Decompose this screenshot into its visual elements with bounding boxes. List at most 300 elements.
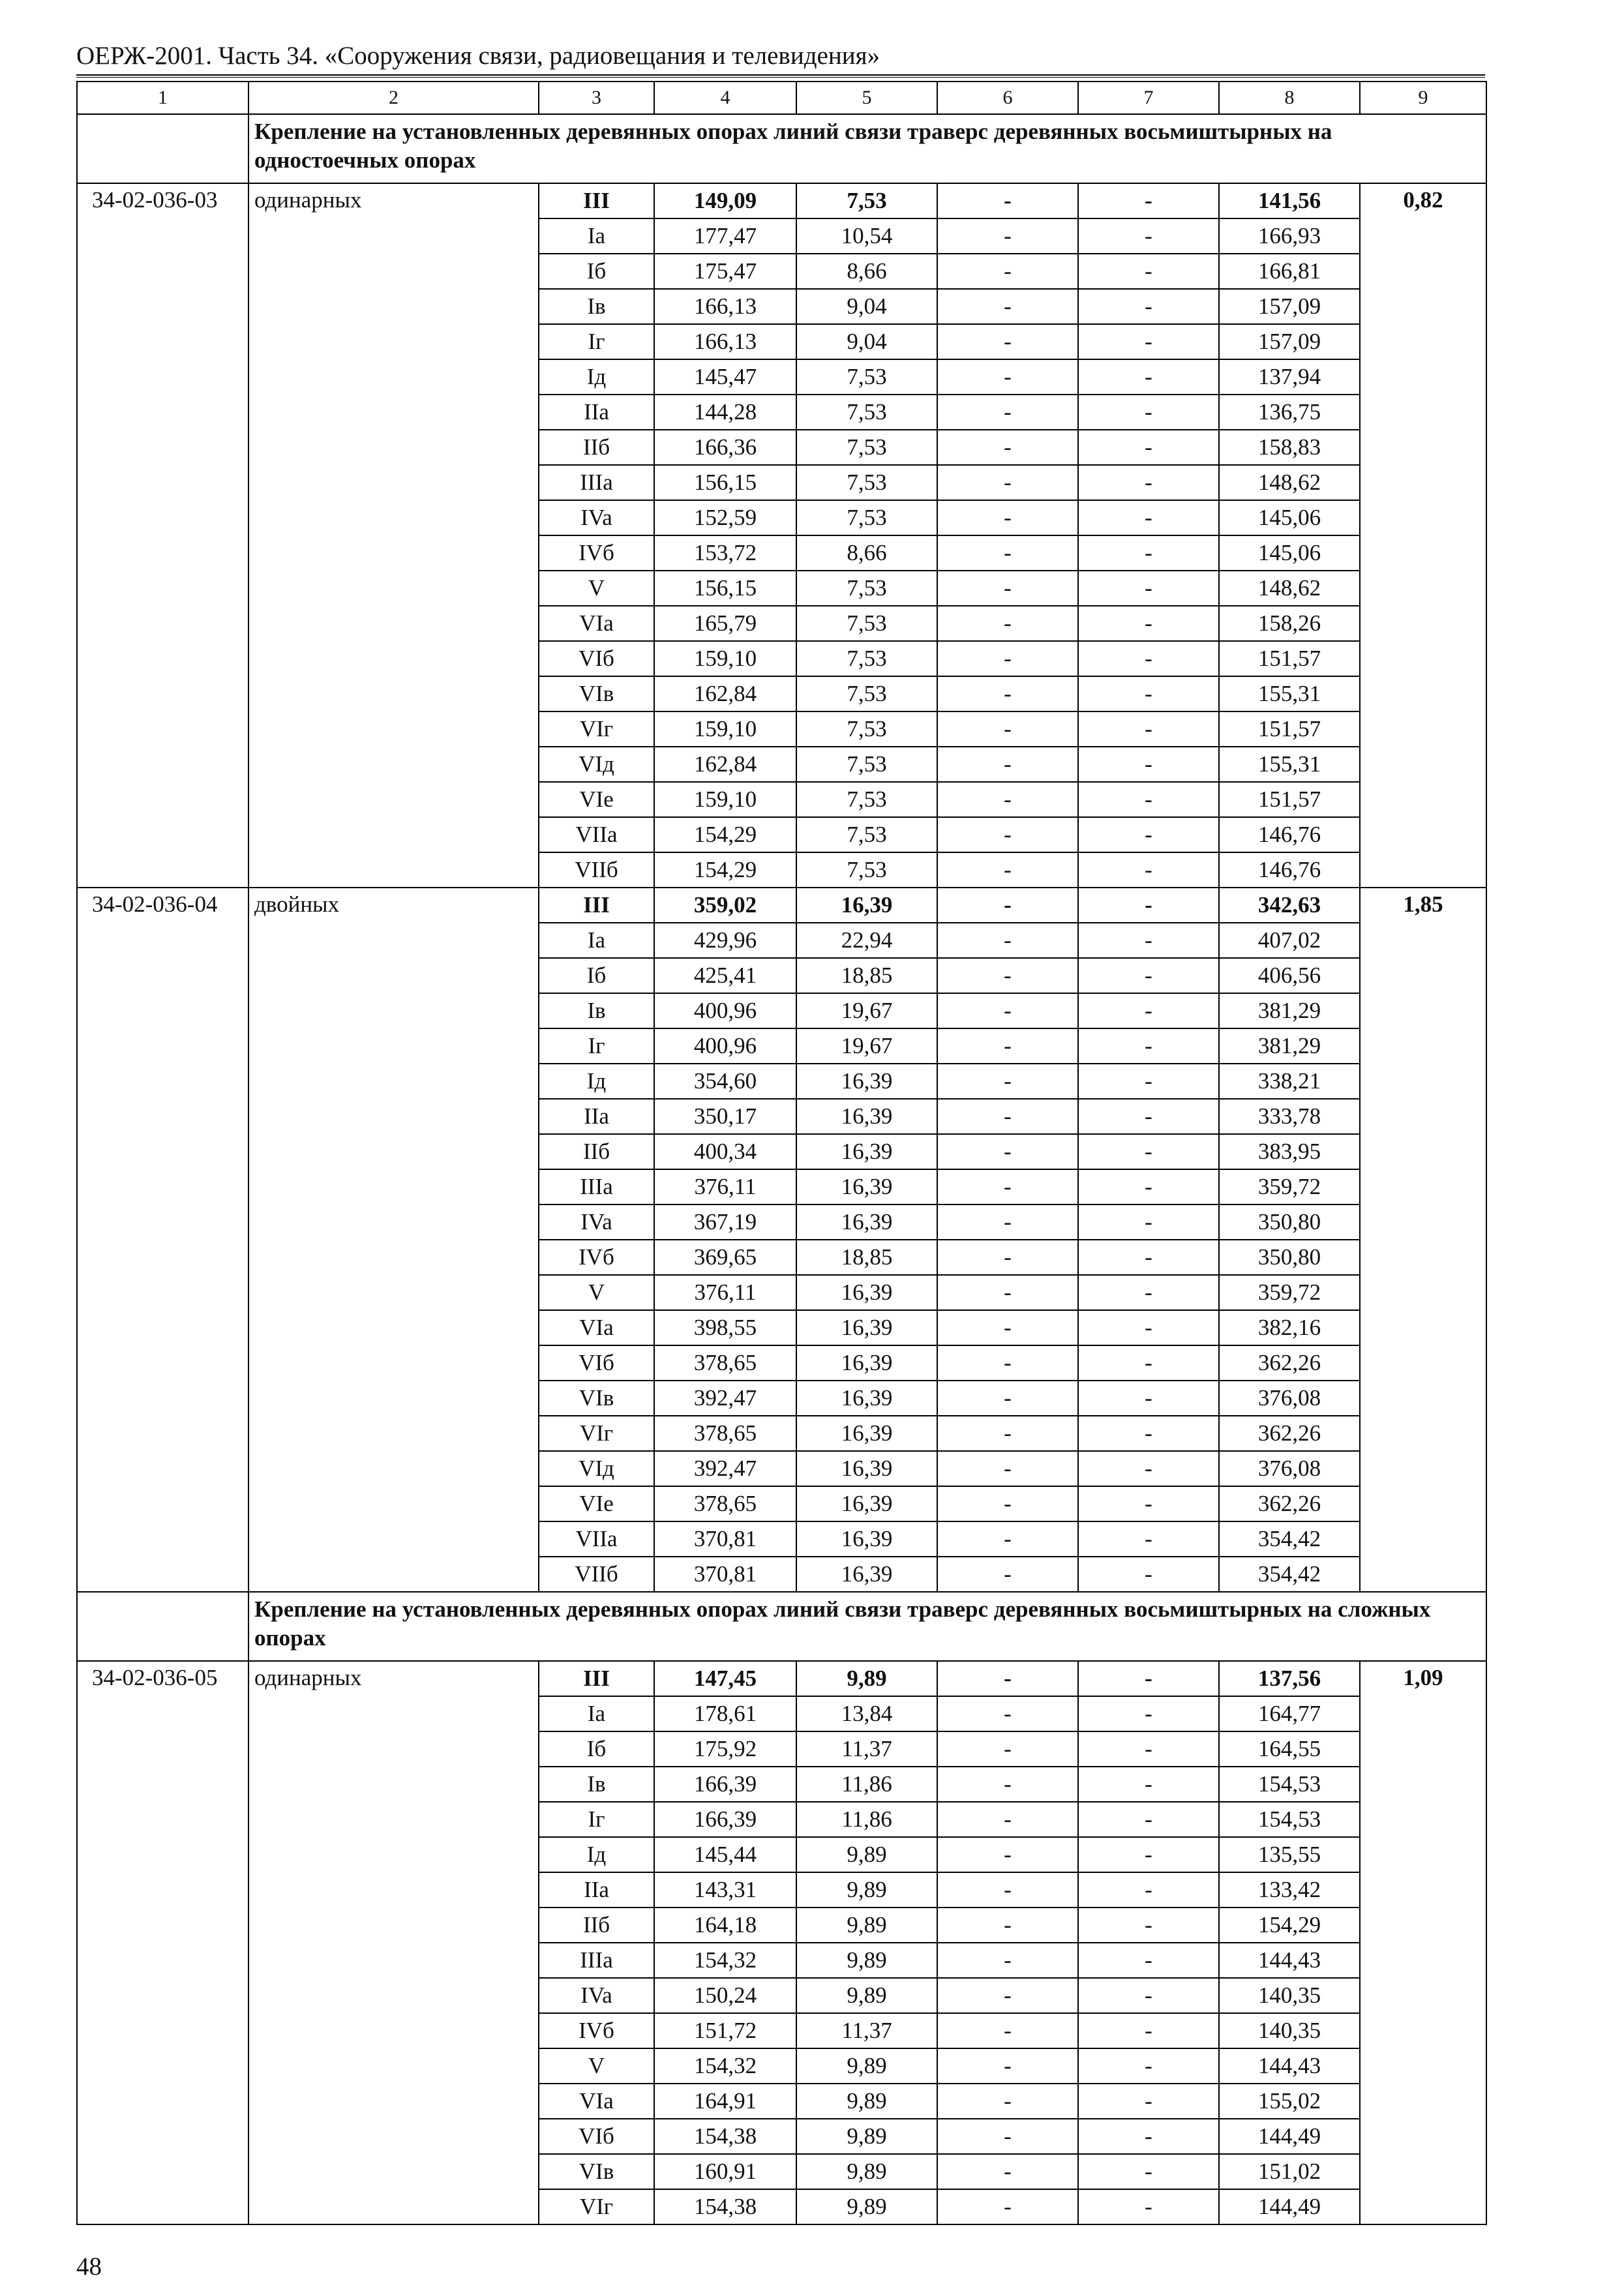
materials-cost: 406,56 xyxy=(1219,958,1360,993)
price-zone: VIв xyxy=(539,1381,654,1416)
operator-wages: - xyxy=(1078,359,1219,395)
machine-cost: - xyxy=(937,535,1078,571)
total-cost: 153,72 xyxy=(654,535,796,571)
price-zone: Ia xyxy=(539,1696,654,1731)
total-cost: 398,55 xyxy=(654,1310,796,1345)
column-number: 7 xyxy=(1078,82,1219,114)
labor-wages: 7,53 xyxy=(796,183,937,218)
operator-wages: - xyxy=(1078,1486,1219,1521)
item-code: 34-02-036-03 xyxy=(77,183,248,888)
materials-cost: 342,63 xyxy=(1219,888,1360,923)
total-cost: 159,10 xyxy=(654,641,796,676)
materials-cost: 144,49 xyxy=(1219,2119,1360,2154)
price-zone: Iб xyxy=(539,1731,654,1767)
machine-cost: - xyxy=(937,1345,1078,1381)
labor-wages: 16,39 xyxy=(796,1381,937,1416)
operator-wages: - xyxy=(1078,2013,1219,2048)
price-zone: IIa xyxy=(539,1099,654,1134)
labor-wages: 19,67 xyxy=(796,993,937,1028)
labor-wages: 9,89 xyxy=(796,2189,937,2224)
operator-wages: - xyxy=(1078,1978,1219,2013)
materials-cost: 376,08 xyxy=(1219,1451,1360,1486)
machine-cost: - xyxy=(937,289,1078,324)
total-cost: 166,13 xyxy=(654,324,796,359)
operator-wages: - xyxy=(1078,289,1219,324)
price-zone: Ia xyxy=(539,218,654,254)
column-number: 1 xyxy=(77,82,248,114)
labor-wages: 13,84 xyxy=(796,1696,937,1731)
materials-cost: 151,57 xyxy=(1219,711,1360,747)
total-cost: 400,96 xyxy=(654,993,796,1028)
machine-cost: - xyxy=(937,1451,1078,1486)
total-cost: 378,65 xyxy=(654,1416,796,1451)
total-cost: 392,47 xyxy=(654,1451,796,1486)
price-zone: VIIa xyxy=(539,1521,654,1557)
total-cost: 370,81 xyxy=(654,1557,796,1592)
total-cost: 162,84 xyxy=(654,747,796,782)
price-zone: VIIa xyxy=(539,817,654,852)
operator-wages: - xyxy=(1078,1872,1219,1908)
machine-cost: - xyxy=(937,1028,1078,1064)
operator-wages: - xyxy=(1078,1802,1219,1837)
operator-wages: - xyxy=(1078,395,1219,430)
machine-cost: - xyxy=(937,817,1078,852)
machine-cost: - xyxy=(937,430,1078,465)
machine-cost: - xyxy=(937,1486,1078,1521)
total-cost: 150,24 xyxy=(654,1978,796,2013)
price-zone: V xyxy=(539,571,654,606)
section-title: Крепление на установленных деревянных опорах линий связи траверс деревянных восьмиштырных на одностоечных опорах xyxy=(248,114,1486,183)
price-zone: VIб xyxy=(539,1345,654,1381)
page-header: ОЕРЖ-2001. Часть 34. «Сооружения связи, радиовещания и телевидения» xyxy=(76,42,880,70)
labor-wages: 16,39 xyxy=(796,1557,937,1592)
price-zone: IIб xyxy=(539,430,654,465)
labor-wages: 7,53 xyxy=(796,747,937,782)
materials-cost: 137,94 xyxy=(1219,359,1360,395)
labor-wages: 16,39 xyxy=(796,1204,937,1240)
materials-cost: 148,62 xyxy=(1219,465,1360,500)
total-cost: 154,38 xyxy=(654,2119,796,2154)
labor-wages: 7,53 xyxy=(796,571,937,606)
price-zone: Iв xyxy=(539,1767,654,1802)
operator-wages: - xyxy=(1078,571,1219,606)
materials-cost: 350,80 xyxy=(1219,1204,1360,1240)
operator-wages: - xyxy=(1078,888,1219,923)
price-zone: III xyxy=(539,888,654,923)
labor-wages: 9,04 xyxy=(796,289,937,324)
price-zone: VIг xyxy=(539,1416,654,1451)
labor-wages: 9,89 xyxy=(796,2119,937,2154)
price-zone: VIб xyxy=(539,2119,654,2154)
price-zone: IIIa xyxy=(539,1943,654,1978)
machine-cost: - xyxy=(937,1802,1078,1837)
total-cost: 143,31 xyxy=(654,1872,796,1908)
operator-wages: - xyxy=(1078,1557,1219,1592)
price-zone: VIIб xyxy=(539,852,654,888)
table-body xyxy=(77,82,1486,2224)
price-zone: VIг xyxy=(539,2189,654,2224)
operator-wages: - xyxy=(1078,2189,1219,2224)
labor-wages: 16,39 xyxy=(796,1064,937,1099)
machine-cost: - xyxy=(937,500,1078,535)
labor-wages: 7,53 xyxy=(796,641,937,676)
section-spacer xyxy=(77,114,248,183)
materials-cost: 338,21 xyxy=(1219,1064,1360,1099)
machine-cost: - xyxy=(937,1661,1078,1696)
total-cost: 400,34 xyxy=(654,1134,796,1169)
operator-wages: - xyxy=(1078,500,1219,535)
total-cost: 166,13 xyxy=(654,289,796,324)
materials-cost: 354,42 xyxy=(1219,1557,1360,1592)
machine-cost: - xyxy=(937,676,1078,711)
materials-cost: 145,06 xyxy=(1219,535,1360,571)
labor-wages: 16,39 xyxy=(796,1345,937,1381)
table-row xyxy=(77,888,1486,923)
machine-cost: - xyxy=(937,1204,1078,1240)
price-zone: IIIa xyxy=(539,465,654,500)
machine-cost: - xyxy=(937,641,1078,676)
total-cost: 154,29 xyxy=(654,817,796,852)
machine-cost: - xyxy=(937,1696,1078,1731)
total-cost: 145,47 xyxy=(654,359,796,395)
total-cost: 156,15 xyxy=(654,571,796,606)
machine-cost: - xyxy=(937,324,1078,359)
materials-cost: 154,29 xyxy=(1219,1908,1360,1943)
materials-cost: 137,56 xyxy=(1219,1661,1360,1696)
price-zone: IVб xyxy=(539,2013,654,2048)
total-cost: 156,15 xyxy=(654,465,796,500)
operator-wages: - xyxy=(1078,676,1219,711)
total-cost: 354,60 xyxy=(654,1064,796,1099)
total-cost: 177,47 xyxy=(654,218,796,254)
operator-wages: - xyxy=(1078,1028,1219,1064)
materials-cost: 135,55 xyxy=(1219,1837,1360,1872)
total-cost: 376,11 xyxy=(654,1169,796,1204)
materials-cost: 376,08 xyxy=(1219,1381,1360,1416)
labor-wages: 16,39 xyxy=(796,1169,937,1204)
price-zone: Iд xyxy=(539,1837,654,1872)
price-zone: V xyxy=(539,1275,654,1310)
materials-cost: 148,62 xyxy=(1219,571,1360,606)
machine-cost: - xyxy=(937,1557,1078,1592)
operator-wages: - xyxy=(1078,1416,1219,1451)
item-name: двойных xyxy=(248,888,539,1592)
labor-wages: 9,89 xyxy=(796,1978,937,2013)
materials-cost: 359,72 xyxy=(1219,1275,1360,1310)
total-cost: 166,36 xyxy=(654,430,796,465)
operator-wages: - xyxy=(1078,1204,1219,1240)
machine-cost: - xyxy=(937,852,1078,888)
materials-cost: 407,02 xyxy=(1219,923,1360,958)
materials-cost: 350,80 xyxy=(1219,1240,1360,1275)
total-cost: 376,11 xyxy=(654,1275,796,1310)
labor-wages: 8,66 xyxy=(796,254,937,289)
price-zone: Ia xyxy=(539,923,654,958)
materials-cost: 157,09 xyxy=(1219,289,1360,324)
machine-cost: - xyxy=(937,2189,1078,2224)
machine-cost: - xyxy=(937,1872,1078,1908)
column-number: 6 xyxy=(937,82,1078,114)
machine-cost: - xyxy=(937,2154,1078,2189)
materials-cost: 154,53 xyxy=(1219,1802,1360,1837)
operator-wages: - xyxy=(1078,1134,1219,1169)
labor-wages: 7,53 xyxy=(796,817,937,852)
column-number: 2 xyxy=(248,82,539,114)
labor-wages: 16,39 xyxy=(796,1416,937,1451)
materials-cost: 166,81 xyxy=(1219,254,1360,289)
materials-cost: 158,26 xyxy=(1219,606,1360,641)
machine-cost: - xyxy=(937,2013,1078,2048)
machine-cost: - xyxy=(937,2119,1078,2154)
materials-cost: 154,53 xyxy=(1219,1767,1360,1802)
operator-wages: - xyxy=(1078,2154,1219,2189)
price-zone: IVб xyxy=(539,1240,654,1275)
machine-cost: - xyxy=(937,888,1078,923)
materials-cost: 155,31 xyxy=(1219,676,1360,711)
labor-wages: 11,37 xyxy=(796,2013,937,2048)
materials-cost: 140,35 xyxy=(1219,1978,1360,2013)
materials-cost: 144,43 xyxy=(1219,2048,1360,2084)
materials-cost: 140,35 xyxy=(1219,2013,1360,2048)
materials-cost: 146,76 xyxy=(1219,817,1360,852)
machine-cost: - xyxy=(937,711,1078,747)
labor-wages: 9,89 xyxy=(796,2154,937,2189)
total-cost: 159,10 xyxy=(654,711,796,747)
price-zone: VIг xyxy=(539,711,654,747)
price-zone: VIб xyxy=(539,641,654,676)
price-zone: Iг xyxy=(539,1802,654,1837)
labor-wages: 22,94 xyxy=(796,923,937,958)
total-cost: 151,72 xyxy=(654,2013,796,2048)
operator-wages: - xyxy=(1078,1275,1219,1310)
machine-cost: - xyxy=(937,1978,1078,2013)
total-cost: 425,41 xyxy=(654,958,796,993)
column-number: 9 xyxy=(1360,82,1486,114)
machine-cost: - xyxy=(937,359,1078,395)
section-title: Крепление на установленных деревянных опорах линий связи траверс деревянных восьмиштырных на сложных опорах xyxy=(248,1592,1486,1661)
operator-wages: - xyxy=(1078,1064,1219,1099)
operator-wages: - xyxy=(1078,1837,1219,1872)
machine-cost: - xyxy=(937,2048,1078,2084)
materials-cost: 381,29 xyxy=(1219,993,1360,1028)
operator-wages: - xyxy=(1078,1908,1219,1943)
price-zone: IIa xyxy=(539,395,654,430)
price-zone: VIa xyxy=(539,1310,654,1345)
labor-wages: 9,89 xyxy=(796,1943,937,1978)
labor-wages: 16,39 xyxy=(796,1451,937,1486)
page-number: 48 xyxy=(76,2252,102,2281)
materials-cost: 381,29 xyxy=(1219,1028,1360,1064)
machine-cost: - xyxy=(937,1064,1078,1099)
total-cost: 149,09 xyxy=(654,183,796,218)
labor-wages: 7,53 xyxy=(796,852,937,888)
table-row xyxy=(77,183,1486,218)
rates-table xyxy=(76,81,1487,2225)
machine-cost: - xyxy=(937,923,1078,958)
materials-cost: 144,49 xyxy=(1219,2189,1360,2224)
materials-cost: 333,78 xyxy=(1219,1099,1360,1134)
materials-cost: 155,31 xyxy=(1219,747,1360,782)
operator-wages: - xyxy=(1078,923,1219,958)
price-zone: VIд xyxy=(539,747,654,782)
materials-cost: 157,09 xyxy=(1219,324,1360,359)
machine-cost: - xyxy=(937,1908,1078,1943)
machine-cost: - xyxy=(937,782,1078,817)
materials-cost: 133,42 xyxy=(1219,1872,1360,1908)
total-cost: 154,32 xyxy=(654,2048,796,2084)
price-zone: Iв xyxy=(539,289,654,324)
labor-wages: 9,89 xyxy=(796,1908,937,1943)
column-number: 3 xyxy=(539,82,654,114)
total-cost: 166,39 xyxy=(654,1802,796,1837)
total-cost: 400,96 xyxy=(654,1028,796,1064)
materials-cost: 151,57 xyxy=(1219,782,1360,817)
price-zone: V xyxy=(539,2048,654,2084)
price-zone: Iд xyxy=(539,359,654,395)
total-cost: 160,91 xyxy=(654,2154,796,2189)
operator-wages: - xyxy=(1078,711,1219,747)
price-zone: IVa xyxy=(539,1978,654,2013)
labor-wages: 18,85 xyxy=(796,958,937,993)
labor-wages: 16,39 xyxy=(796,1521,937,1557)
operator-wages: - xyxy=(1078,254,1219,289)
materials-cost: 166,93 xyxy=(1219,218,1360,254)
materials-cost: 362,26 xyxy=(1219,1416,1360,1451)
labor-wages: 9,89 xyxy=(796,2084,937,2119)
price-zone: III xyxy=(539,183,654,218)
labor-wages: 7,53 xyxy=(796,676,937,711)
column-number: 5 xyxy=(796,82,937,114)
labor-coefficient: 0,82 xyxy=(1360,183,1486,888)
machine-cost: - xyxy=(937,1169,1078,1204)
total-cost: 162,84 xyxy=(654,676,796,711)
total-cost: 154,29 xyxy=(654,852,796,888)
materials-cost: 141,56 xyxy=(1219,183,1360,218)
labor-wages: 8,66 xyxy=(796,535,937,571)
price-zone: III xyxy=(539,1661,654,1696)
machine-cost: - xyxy=(937,1416,1078,1451)
operator-wages: - xyxy=(1078,1731,1219,1767)
machine-cost: - xyxy=(937,1134,1078,1169)
labor-wages: 10,54 xyxy=(796,218,937,254)
price-zone: Iг xyxy=(539,324,654,359)
total-cost: 367,19 xyxy=(654,1204,796,1240)
column-number: 8 xyxy=(1219,82,1360,114)
total-cost: 147,45 xyxy=(654,1661,796,1696)
table-row xyxy=(77,1661,1486,1696)
total-cost: 159,10 xyxy=(654,782,796,817)
section-heading-row xyxy=(77,114,1486,183)
operator-wages: - xyxy=(1078,1240,1219,1275)
column-number: 4 xyxy=(654,82,796,114)
total-cost: 152,59 xyxy=(654,500,796,535)
materials-cost: 362,26 xyxy=(1219,1345,1360,1381)
labor-wages: 7,53 xyxy=(796,711,937,747)
materials-cost: 383,95 xyxy=(1219,1134,1360,1169)
price-zone: VIa xyxy=(539,2084,654,2119)
machine-cost: - xyxy=(937,747,1078,782)
materials-cost: 359,72 xyxy=(1219,1169,1360,1204)
total-cost: 370,81 xyxy=(654,1521,796,1557)
machine-cost: - xyxy=(937,1275,1078,1310)
materials-cost: 382,16 xyxy=(1219,1310,1360,1345)
machine-cost: - xyxy=(937,1731,1078,1767)
price-zone: Iд xyxy=(539,1064,654,1099)
price-zone: IIIa xyxy=(539,1169,654,1204)
item-code: 34-02-036-04 xyxy=(77,888,248,1592)
header-rule-thin xyxy=(76,77,1485,78)
materials-cost: 151,02 xyxy=(1219,2154,1360,2189)
price-zone: VIд xyxy=(539,1451,654,1486)
operator-wages: - xyxy=(1078,1099,1219,1134)
operator-wages: - xyxy=(1078,852,1219,888)
operator-wages: - xyxy=(1078,782,1219,817)
price-zone: VIв xyxy=(539,2154,654,2189)
operator-wages: - xyxy=(1078,430,1219,465)
machine-cost: - xyxy=(937,606,1078,641)
section-spacer xyxy=(77,1592,248,1661)
operator-wages: - xyxy=(1078,993,1219,1028)
total-cost: 164,91 xyxy=(654,2084,796,2119)
item-code: 34-02-036-05 xyxy=(77,1661,248,2224)
machine-cost: - xyxy=(937,254,1078,289)
operator-wages: - xyxy=(1078,1310,1219,1345)
materials-cost: 145,06 xyxy=(1219,500,1360,535)
operator-wages: - xyxy=(1078,1451,1219,1486)
operator-wages: - xyxy=(1078,1169,1219,1204)
operator-wages: - xyxy=(1078,1381,1219,1416)
total-cost: 378,65 xyxy=(654,1345,796,1381)
labor-wages: 7,53 xyxy=(796,430,937,465)
total-cost: 359,02 xyxy=(654,888,796,923)
machine-cost: - xyxy=(937,1310,1078,1345)
labor-wages: 7,53 xyxy=(796,500,937,535)
labor-wages: 9,89 xyxy=(796,1872,937,1908)
operator-wages: - xyxy=(1078,465,1219,500)
labor-wages: 11,37 xyxy=(796,1731,937,1767)
operator-wages: - xyxy=(1078,606,1219,641)
labor-wages: 16,39 xyxy=(796,1099,937,1134)
price-zone: IIa xyxy=(539,1872,654,1908)
labor-wages: 16,39 xyxy=(796,888,937,923)
price-zone: VIe xyxy=(539,782,654,817)
total-cost: 392,47 xyxy=(654,1381,796,1416)
labor-wages: 7,53 xyxy=(796,782,937,817)
total-cost: 144,28 xyxy=(654,395,796,430)
labor-wages: 18,85 xyxy=(796,1240,937,1275)
operator-wages: - xyxy=(1078,641,1219,676)
labor-wages: 7,53 xyxy=(796,465,937,500)
total-cost: 175,92 xyxy=(654,1731,796,1767)
materials-cost: 164,77 xyxy=(1219,1696,1360,1731)
materials-cost: 136,75 xyxy=(1219,395,1360,430)
labor-wages: 16,39 xyxy=(796,1275,937,1310)
price-zone: IIб xyxy=(539,1908,654,1943)
labor-wages: 9,89 xyxy=(796,1661,937,1696)
labor-wages: 16,39 xyxy=(796,1134,937,1169)
column-numbers-row xyxy=(77,82,1486,114)
labor-wages: 19,67 xyxy=(796,1028,937,1064)
operator-wages: - xyxy=(1078,1943,1219,1978)
materials-cost: 155,02 xyxy=(1219,2084,1360,2119)
labor-wages: 11,86 xyxy=(796,1767,937,1802)
total-cost: 429,96 xyxy=(654,923,796,958)
item-name: одинарных xyxy=(248,1661,539,2224)
total-cost: 154,32 xyxy=(654,1943,796,1978)
total-cost: 165,79 xyxy=(654,606,796,641)
total-cost: 154,38 xyxy=(654,2189,796,2224)
total-cost: 369,65 xyxy=(654,1240,796,1275)
